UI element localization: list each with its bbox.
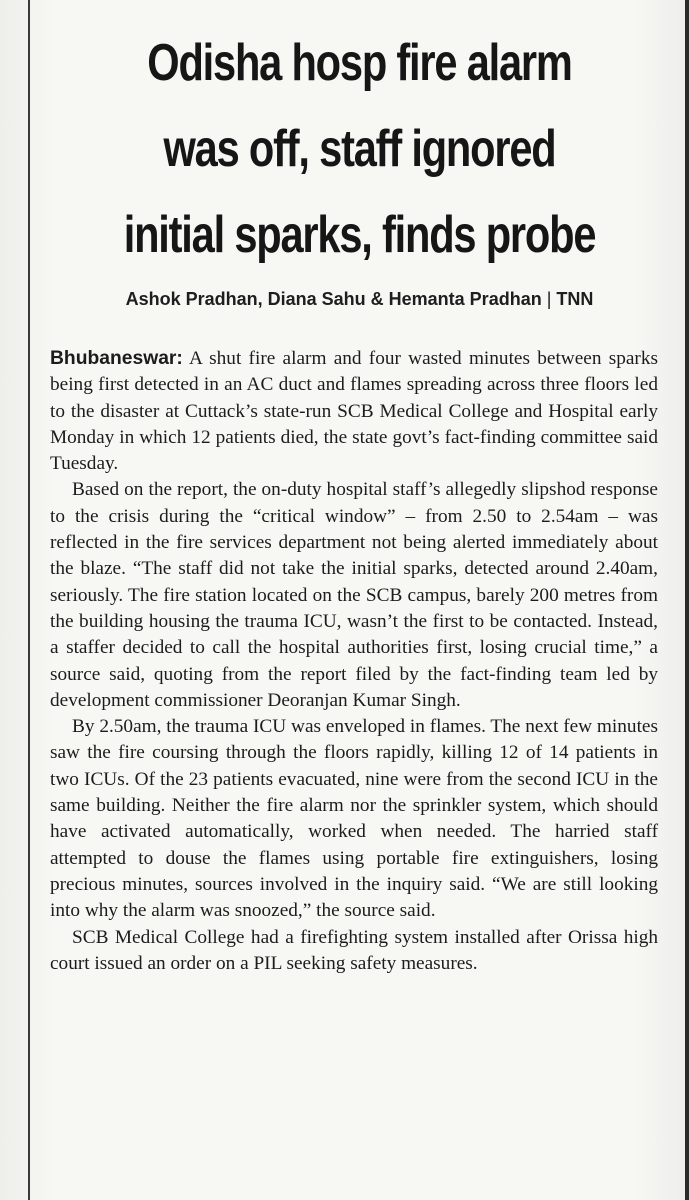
byline-separator: | [546, 289, 552, 309]
byline-agency: TNN [556, 289, 594, 309]
byline [30, 287, 689, 311]
headline-line-1: Odisha hosp fire alarm [147, 34, 572, 92]
paragraph-1-text: A shut fire alarm and four wasted minutes between sparks being first detected in an AC duct and flames spreading across three floors led to the disaster at Cuttack’s state-run SCB Medical College and Hospital early Monday in which 12 patients died, the state govt’s fact-finding committee said Tuesday. [50, 348, 658, 475]
paragraph-3: By 2.50am, the trauma ICU was enveloped in flames. The next few minutes saw the fire coursing through the floors rapidly, killing 12 of 14 patients in two ICUs. Of the 23 patients evacuated, nine were from the second ICU in the same building. Neither the fire alarm nor the sprinkler system, which should have activated automatically, worked when needed. The harried staff attempted to douse the flames using portable fire extinguishers, losing precious minutes, sources involved in the inquiry said. “We are still looking into why the alarm was snoozed,” the source said. [50, 716, 658, 922]
column-rule-right [685, 0, 689, 1200]
column-rule-left [28, 0, 30, 1200]
article-body [50, 346, 658, 977]
headline-line-3: initial sparks, finds probe [123, 206, 596, 264]
headline-line-2: was off, staff ignored [163, 120, 556, 178]
headline [96, 20, 623, 278]
paragraph-1 [50, 346, 658, 477]
paragraph-4: SCB Medical College had a firefighting system installed after Orissa high court issued an order on a PIL seeking safety measures. [50, 926, 658, 974]
dateline: Bhubaneswar: [50, 348, 183, 369]
paragraph-2: Based on the report, the on-duty hospital staff’s allegedly slipshod response to the crisis during the “critical window” – from 2.50 to 2.54am – was reflected in the fire services department not being alerted immediately about the blaze. “The staff did not take the initial sparks, detected around 2.40am, seriously. The fire station located on the SCB campus, barely 200 metres from the building housing the trauma ICU, wasn’t the first to be contacted. Instead, a staffer decided to call the hospital authorities first, losing crucial time,” a source said, quoting from the report filed by the fact-finding team led by development commissioner Deoranjan Kumar Singh. [50, 479, 658, 711]
byline-authors: Ashok Pradhan, Diana Sahu & Hemanta Pradhan [125, 289, 542, 309]
